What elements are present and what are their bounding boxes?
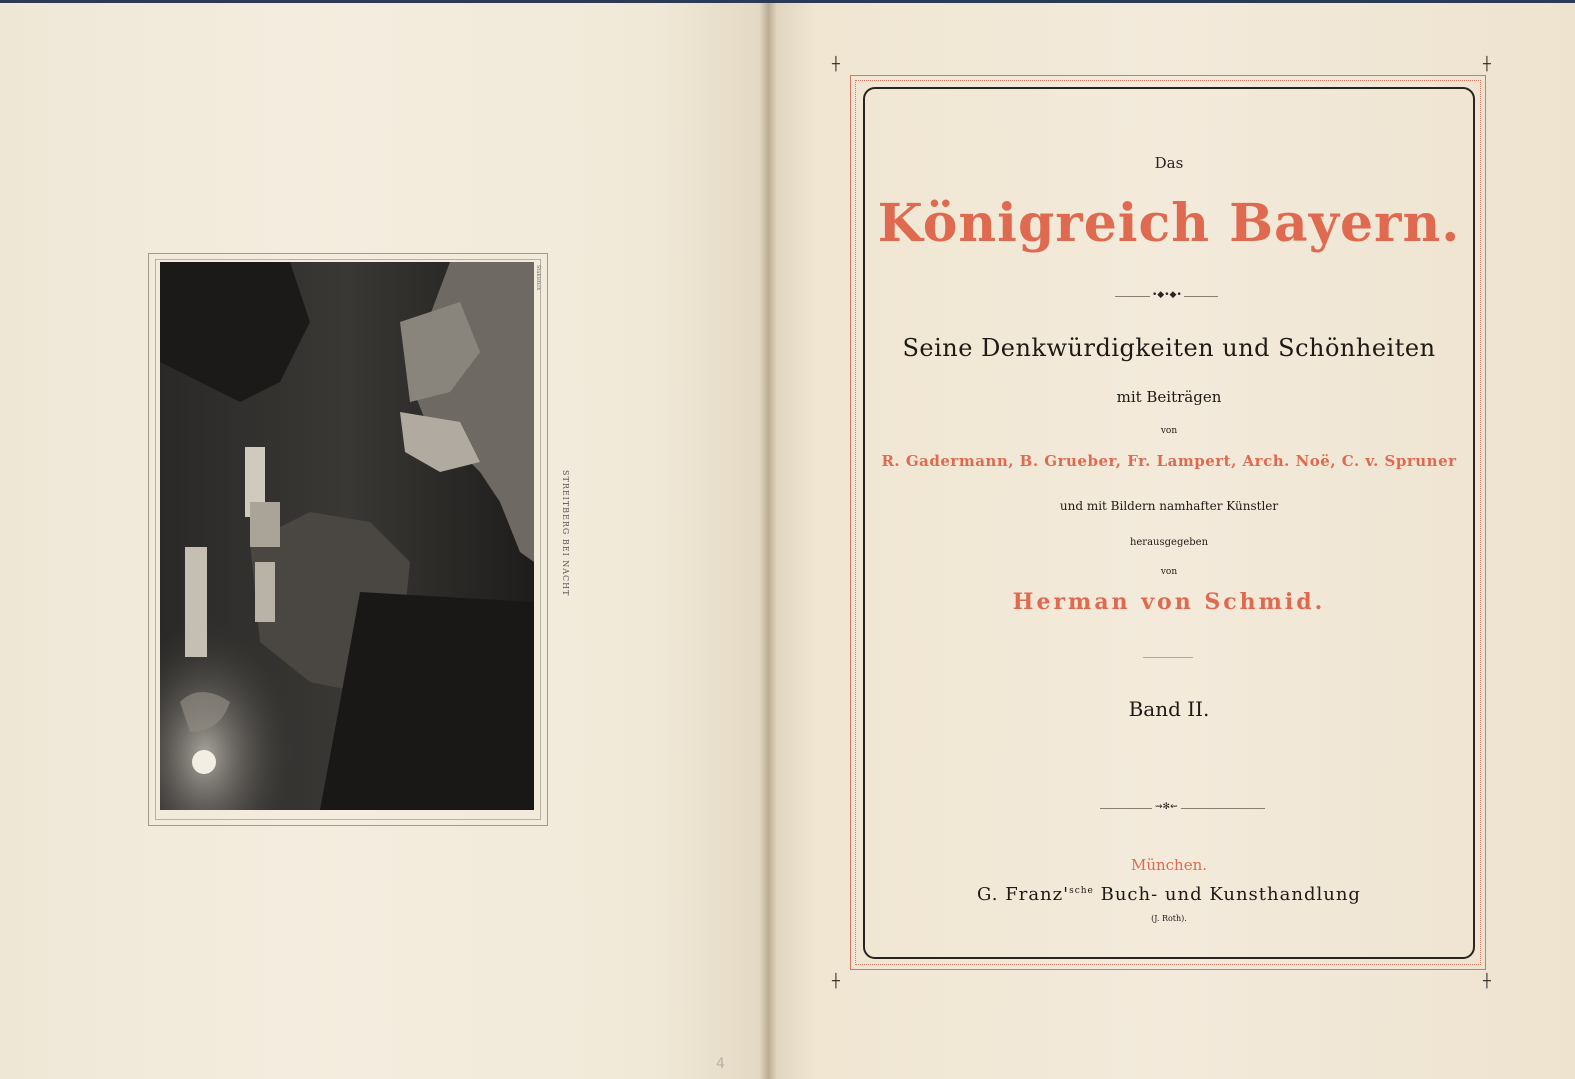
book-gutter xyxy=(760,0,776,1079)
authors-list: R. Gadermann, B. Grueber, Fr. Lampert, Arch. Noë, C. v. Spruner xyxy=(881,452,1457,470)
pencil-page-mark: 4 xyxy=(716,1056,725,1072)
short-rule xyxy=(1143,657,1193,658)
publisher-roth: (J. Roth). xyxy=(1151,914,1187,923)
publication-city: München. xyxy=(1130,856,1208,874)
engraving-castle-ruin-by-moonlight xyxy=(160,262,534,810)
publisher-part-b: Buch- und Kunsthandlung xyxy=(1093,884,1361,905)
ornament-diamond-icon: •◆•◆• xyxy=(1152,290,1182,300)
title-das: Das xyxy=(1154,154,1184,172)
plate-caption: STREITBERG BEI NACHT xyxy=(561,470,570,597)
publisher-part-a: G. Franz' xyxy=(977,884,1070,905)
editor-name: Herman von Schmid. xyxy=(1012,589,1326,615)
illustrations-note: und mit Bildern namhafter Künstler xyxy=(1059,499,1279,513)
publisher-sup: sche xyxy=(1069,886,1094,896)
subtitle: Seine Denkwürdigkeiten und Schönheiten xyxy=(902,334,1436,362)
book-title: Königreich Bayern. xyxy=(877,193,1461,254)
von-line-2: von xyxy=(1160,567,1178,577)
ornament-rule-2 xyxy=(1100,808,1265,809)
corner-ornament-icon: ┼ xyxy=(832,57,840,72)
corner-ornament-icon: ┼ xyxy=(1483,57,1491,72)
corner-ornament-icon: ┼ xyxy=(832,974,840,989)
volume-label: Band II. xyxy=(1128,697,1210,721)
von-line-1: von xyxy=(1160,426,1178,436)
ornament-flourish-icon: ⇝✻⇜ xyxy=(1152,802,1181,812)
mit-beitraegen: mit Beiträgen xyxy=(1116,388,1222,406)
publisher xyxy=(863,884,1475,905)
herausgegeben: herausgegeben xyxy=(1129,537,1209,548)
book-cover-edge xyxy=(0,0,1575,3)
corner-ornament-icon: ┼ xyxy=(1483,974,1491,989)
plate-credit: Stahlstich xyxy=(535,265,541,291)
